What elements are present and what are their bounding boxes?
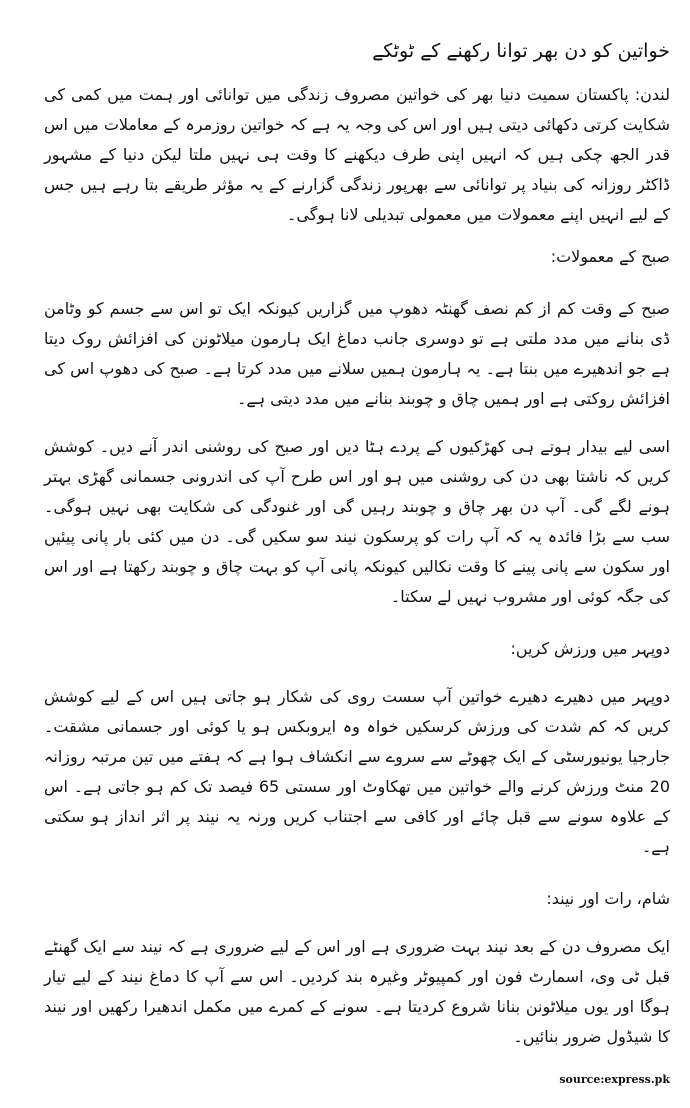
evening-heading: شام، رات اور نیند: [546, 889, 670, 908]
morning-heading: صبح کے معمولات: [550, 247, 670, 266]
morning-paragraph-2: اسی لیے بیدار ہوتے ہی کھڑکیوں کے پردے ہٹا دیں اور صبح کی روشنی اندر آنے دیں۔ کوشش کریں کہ ناشتا بھی دن کی روشنی میں ہو اور اس طرح آپ کی اندرونی جسمانی گھڑی بہتر ہونے لگے گی۔ آپ دن بھر چاق و چوبند رہیں گی اور غنودگی کی شکایت بھی نہیں ہوگی۔ سب سے بڑا فائدہ یہ کہ آپ رات کو پرسکون نیند سو سکیں گی۔ دن میں کئی بار پانی پیئیں اور سکون سے پانی پینے کا وقت نکالیں کیونکہ پانی آپ کو بہت چاق و چوبند رکھتا ہے اور اس کی جگہ کوئی اور مشروب نہیں لے سکتا۔ [44, 437, 670, 606]
article [44, 0, 670, 1052]
intro-paragraph: لندن: پاکستان سمیت دنیا بھر کی خواتین مصروف زندگی میں توانائی اور ہمت میں کمی کی شکایت کرتی دکھائی دیتی ہیں اور اس کی وجہ یہ ہے کہ خواتین روزمرہ کے معاملات میں اس قدر الجھ چکی ہیں کہ انہیں اپنی طرف دیکھنے کا وقت ہی نہیں ملتا لیکن دنیا کے مشہور ڈاکٹر روزانہ کی بنیاد پر توانائی سے بھرپور زندگی گزارنے کے یہ مؤثر طریقے بتا رہے ہیں جس کے لیے انہیں اپنے معمولات میں معمولی تبدیلی لانا ہوگی۔ [44, 85, 670, 224]
afternoon-paragraph: دوپہر میں دھیرے دھیرے خواتین آپ سست روی کی شکار ہو جاتی ہیں اس کے لیے کوشش کریں کہ کم شدت کی ورزش کرسکیں خواہ وہ ایروبکس ہو یا کوئی اور جسمانی مشقت۔ جارجیا یونیورسٹی کے ایک چھوٹے سے سروے سے انکشاف ہوا ہے کہ ہفتے میں تین مرتبہ روزانہ 20 منٹ ورزش کرنے والے خواتین میں تھکاوٹ اور سستی 65 فیصد تک کم ہو جاتی ہے۔ اس کے علاوہ سونے سے قبل چائے اور کافی سے اجتناب کریں ورنہ یہ نیند پر اثر انداز ہو سکتی ہے۔ [44, 687, 671, 856]
article-title: خواتین کو دن بھر توانا رکھنے کے ٹوٹکے [372, 40, 670, 62]
evening-paragraph: ایک مصروف دن کے بعد نیند بہت ضروری ہے اور اس کے لیے ضروری ہے کہ نیند سے ایک گھنٹے قبل ٹی وی، اسمارٹ فون اور کمپیوٹر وغیرہ بند کردیں۔ اس سے آپ کا دماغ نیند کے لیے تیار ہوگا اور یوں میلاٹونن بنانا شروع کردیتا ہے۔ سونے کے کمرے میں مکمل اندھیرا رکھیں اور نیند کا شیڈول ضرور بنائیں۔ [44, 937, 670, 1046]
source-credit: source:express.pk [559, 1073, 670, 1086]
morning-paragraph-1: صبح کے وقت کم از کم نصف گھنٹہ دھوپ میں گزاریں کیونکہ ایک تو اس سے جسم کو وٹامن ڈی بنانے میں مدد ملتی ہے تو دوسری جانب دماغ ایک ہارمون میلاٹونن کی افزائش روک دیتا ہے جو اندھیرے میں بنتا ہے۔ یہ ہارمون ہمیں سلانے میں مدد کرتا ہے۔ صبح کی دھوپ اس کی افزائش روکتی ہے اور ہمیں چاق و چوبند بنانے میں مدد دیتی ہے۔ [44, 299, 670, 408]
afternoon-heading: دوپہر میں ورزش کریں: [510, 639, 670, 658]
